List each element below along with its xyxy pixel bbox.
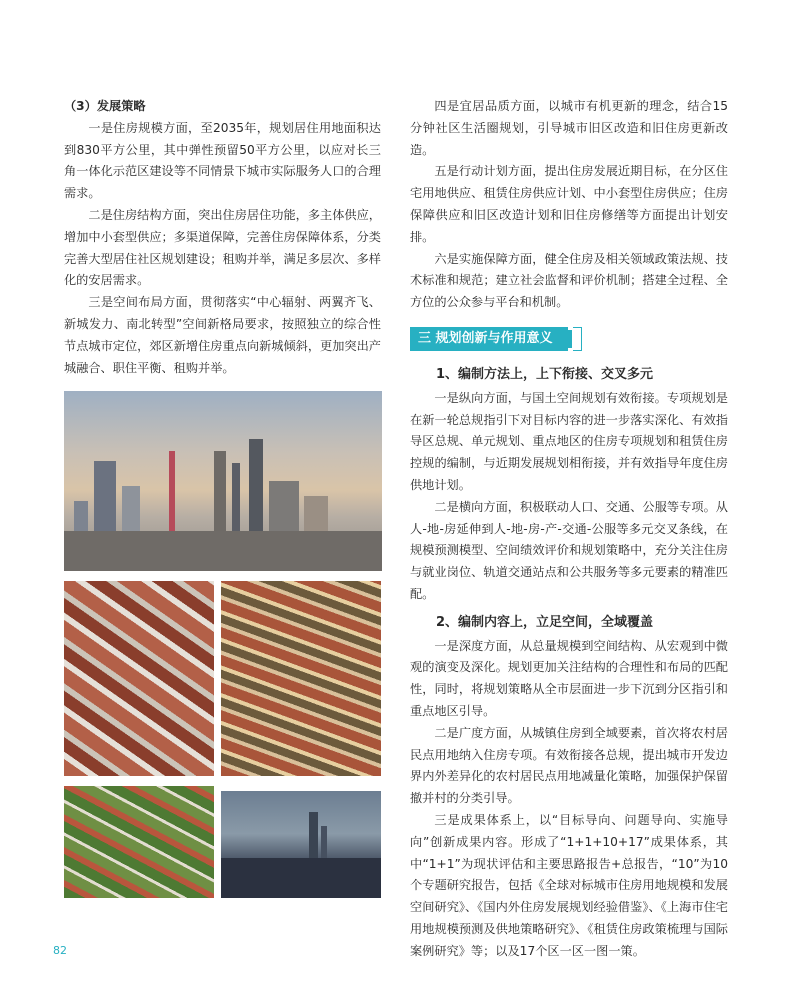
- section-bracket-decoration: [573, 327, 582, 351]
- subsection-heading-content: 2、编制内容上，立足空间，全域覆盖: [436, 614, 654, 630]
- paragraph-livability: 四是宜居品质方面，以城市有机更新的理念，结合15分钟社区生活圈规划，引导城市旧区改造和旧住房更新改造。: [410, 99, 728, 157]
- paragraph-spatial-layout: 三是空间布局方面，贯彻落实“中心辐射、两翼齐飞、新城发力、南北转型”空间新格局要求，按照独立的综合性节点城市定位，郊区新增住房重点向新城倾斜，更加突出产城融合、职住平衡、租购并举。: [64, 295, 381, 375]
- villa-community-aerial-photo: [221, 581, 381, 776]
- paragraph-action-plan: 五是行动计划方面，提出住房发展近期目标，在分区住宅用地供应、租赁住房供应计划、中小套型住房供应；住房保障供应和旧区改造计划和旧住房修缮等方面提出计划安排。: [410, 164, 728, 244]
- paragraph-vertical: 一是纵向方面，与国土空间规划有效衔接。专项规划是在新一轮总规指引下对目标内容的进一步落实深化、有效指导区总规、单元规划、重点地区的住房专项规划和租赁住房控规的编制，与近期发展规划相衔接，并有效指导年度住房供地计划。: [410, 390, 728, 492]
- section-bar-decoration: [568, 330, 572, 348]
- right-column: [410, 96, 728, 962]
- green-estate-aerial-photo: [64, 786, 214, 898]
- paragraph-breadth: 二是广度方面，从城镇住房到全域要素，首次将农村居民点用地纳入住房专项。有效衔接各总规，提出城市开发边界内外差异化的农村居民点用地减量化策略，加强保护保留撤并村的分类引导。: [410, 725, 728, 806]
- left-column: [64, 96, 381, 379]
- paragraph-depth: 一是深度方面，从总量规模到空间结构、从宏观到中微观的演变及深化。规划更加关注结构的合理性和布局的匹配性，同时，将规划策略从全市层面进一步下沉到分区指引和重点地区引导。: [410, 638, 728, 718]
- paragraph-implementation: 六是实施保障方面，健全住房及相关领域政策法规、技术标准和规范；建立社会监督和评价机制；搭建全过程、全方位的公众参与平台和机制。: [410, 251, 728, 310]
- paragraph-results-system: 三是成果体系上，以“目标导向、问题导向、实施导向”创新成果内容。形成了“1+1+10+17”成果体系，其中“1+1”为现状评估和主要思路报告+总报告，“10”为10个专题研究报告，包括《全球对标城市住房用地规模和发展空间研究》、《国内外住房发展规划经验借鉴》、《上海市住宅用地规模预测及供地策略研究》、《租赁住房政策梳理与国际案例研究》等；以及17个区一区一图一策。: [410, 812, 728, 958]
- paragraph-horizontal: 二是横向方面，积极联动人口、交通、公服等专项。从人-地-房延伸到人-地-房-产-交通-公服等多元交叉条线，在规模预测模型、空间绩效评价和规划策略中，充分关注住房与就业岗位、轨道交通站点和公共服务等多元要素的精准匹配。: [410, 499, 728, 601]
- page-number: 82: [53, 944, 67, 957]
- paragraph-housing-scale: 一是住房规模方面，至2035年，规划居住用地面积达到830平方公里，其中弹性预留50平方公里，以应对长三角一体化示范区建设等不同情景下城市实际服务人口的合理需求。: [64, 120, 381, 201]
- section-title-band: [410, 327, 568, 351]
- paragraph-housing-structure: 二是住房结构方面，突出住房居住功能，多主体供应，增加中小套型供应；多渠道保障，完善住房保障体系，分类完善大型居住社区规划建设；租购并举，满足多层次、多样化的安居需求。: [64, 207, 381, 288]
- skyline-photo: [64, 391, 382, 571]
- section-title: 三 规划创新与作用意义: [418, 330, 553, 346]
- dusk-cityscape-photo: [221, 791, 381, 898]
- rooftops-aerial-photo: [64, 581, 214, 776]
- subsection-heading-method: 1、编制方法上，上下衔接、交叉多元: [436, 366, 654, 382]
- strategy-subheading: （3）发展策略: [64, 99, 146, 113]
